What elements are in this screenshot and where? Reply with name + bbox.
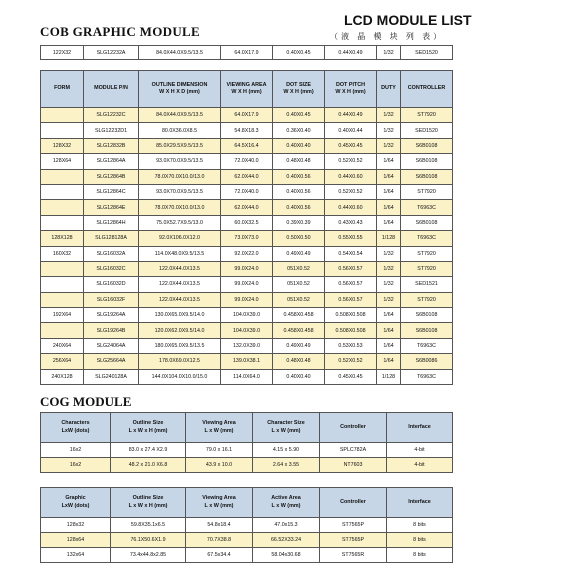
table-row: [41, 231, 453, 246]
column-header-line2: L x W x H (mm): [128, 502, 168, 509]
table-cell-outline: 120.0X62.0X9.5/14.0: [139, 323, 221, 338]
table-row: [41, 354, 453, 369]
table-cell-pn: SLG16032D: [84, 277, 139, 292]
table-cell-pn: SLG12864B: [84, 169, 139, 184]
table-cell-ctrl: ST7920: [401, 292, 453, 307]
table-cell-view: 60.0X32.5: [221, 215, 273, 230]
column-header-line1: Interface: [408, 498, 431, 505]
table-cell-view: 114.0X64.0: [221, 369, 273, 384]
table-row: [41, 518, 453, 533]
table-cell-pn: SLG16032A: [84, 246, 139, 261]
table-cell-form: [41, 292, 84, 307]
table-row: [41, 215, 453, 230]
table-cell-outline: 78.0X70.0X10.0/13.0: [139, 169, 221, 184]
table-cell-duty: 1/64: [377, 323, 401, 338]
column-header-line1: Viewing Area: [202, 420, 236, 427]
outline-cell: 84.0X44.0X9.5/13.5: [139, 46, 221, 60]
table-cell-pitch: 0.52X0.52: [325, 354, 377, 369]
table-cell-pn: SLG12864E: [84, 200, 139, 215]
column-header-line1: FORM: [54, 85, 70, 92]
table-row: [41, 323, 453, 338]
table-cell-duty: 1/32: [377, 108, 401, 123]
table-cell-ctrl: SED1520: [401, 123, 453, 138]
table-cell: 67.5x34.4: [186, 548, 253, 563]
table-cell-pn: SLG12864H: [84, 215, 139, 230]
column-header: [41, 413, 111, 443]
column-header-line1: CONTROLLER: [407, 85, 446, 92]
table-cell-dot: 0.40X0.40: [273, 369, 325, 384]
table-cell-duty: 1/64: [377, 184, 401, 199]
table-cell-outline: 130.0X65.0X9.5/14.0: [139, 308, 221, 323]
table-cell: 2.64 x 3.55: [253, 458, 320, 473]
table-cell-dot: 0.40X0.56: [273, 184, 325, 199]
table-cell-pn: SLG12864C: [84, 184, 139, 199]
table-cell-dot: 0.458X0.458: [273, 323, 325, 338]
table-cell-ctrl: ST7920: [401, 261, 453, 276]
table-cell-dot: 0.49X0.49: [273, 338, 325, 353]
table-cell-view: 73.0X73.0: [221, 231, 273, 246]
table-cell-view: 54.8X18.3: [221, 123, 273, 138]
column-header: [273, 71, 325, 108]
table-cell-ctrl: T6963C: [401, 338, 453, 353]
table-cell-form: [41, 108, 84, 123]
column-header: [41, 71, 84, 108]
table-cell-view: 62.0X44.0: [221, 200, 273, 215]
table-row: [41, 138, 453, 153]
column-header-line1: Graphic: [65, 495, 86, 502]
cog-character-table: [40, 412, 453, 473]
table-cell-ctrl: T6963C: [401, 369, 453, 384]
table-cell-pitch: 0.55X0.55: [325, 231, 377, 246]
table-cell-duty: 1/32: [377, 277, 401, 292]
table-cell-view: 99.0X24.0: [221, 292, 273, 307]
table-cell-dot: 051X0.52: [273, 277, 325, 292]
column-header: [377, 71, 401, 108]
dot-size-cell: 0.40X0.45: [273, 46, 325, 60]
column-header-line2: W X H X D (mm): [159, 89, 200, 95]
table-cell-dot: 0.36X0.40: [273, 123, 325, 138]
table-cell-pn: SLG25664A: [84, 354, 139, 369]
table-cell-pn: SLG12232D1: [84, 123, 139, 138]
table-cell: 43.9 x 10.0: [186, 458, 253, 473]
table-cell: 4.15 x 5.90: [253, 443, 320, 458]
table-row: [41, 200, 453, 215]
table-cell: 83.0 x 27.4 X2.9: [111, 443, 186, 458]
table-cell: 73.4x44.8x2.85: [111, 548, 186, 563]
table-cell-form: 240X64: [41, 338, 84, 353]
table-header-row: [41, 71, 453, 108]
table-cell: 128x64: [41, 533, 111, 548]
table-cell: ST7565P: [320, 533, 387, 548]
column-header-line2: W X H (mm): [335, 89, 366, 95]
cob-module-table: [40, 70, 453, 385]
table-cell-outline: 93.0X70.0X9.5/13.5: [139, 184, 221, 199]
table-cell-duty: 1/64: [377, 154, 401, 169]
column-header: [186, 488, 253, 518]
viewing-area-cell: 64.0X17.9: [221, 46, 273, 60]
column-header-line1: Viewing Area: [202, 495, 236, 502]
table-cell-dot: 0.49X0.49: [273, 246, 325, 261]
table-cell-ctrl: SED1521: [401, 277, 453, 292]
table-cell-duty: 1/32: [377, 246, 401, 261]
table-row: [41, 308, 453, 323]
table-cell-view: 62.0X44.0: [221, 169, 273, 184]
table-cell-form: 160X32: [41, 246, 84, 261]
table-cell-form: 128X64: [41, 154, 84, 169]
table-row: [41, 548, 453, 563]
table-cell-pn: SLG16032C: [84, 261, 139, 276]
table-cell-ctrl: T6963C: [401, 231, 453, 246]
table-cell-outline: 144.0X104.0X10.0/15.0: [139, 369, 221, 384]
table-cell-dot: 0.48X0.48: [273, 154, 325, 169]
column-header-line2: W X H (mm): [231, 89, 262, 95]
table-cell-ctrl: T6963C: [401, 200, 453, 215]
column-header-line1: OUTLINE DIMENSION: [151, 81, 208, 88]
table-cell-form: [41, 215, 84, 230]
table-header-row: [41, 413, 453, 443]
page-title: COB GRAPHIC MODULE: [40, 24, 200, 39]
column-header-line2: LxW (dots): [61, 427, 90, 434]
column-header-line1: Active Area: [271, 495, 301, 502]
column-header-line1: DUTY: [381, 85, 396, 92]
table-cell: 8 bits: [387, 518, 453, 533]
top-module-table: [40, 45, 453, 60]
column-header-line2: L x W (mm): [204, 502, 234, 509]
column-header-line2: L x W (mm): [271, 502, 301, 509]
table-cell-form: 128X128: [41, 231, 84, 246]
table-cell-outline: 78.0X70.0X10.0/13.0: [139, 200, 221, 215]
table-cell: 4-bit: [387, 458, 453, 473]
column-header-line1: Character Size: [267, 420, 305, 427]
column-header-line2: W X H (mm): [283, 89, 314, 95]
table-cell-pitch: 0.45X0.45: [325, 369, 377, 384]
table-cell-ctrl: S6B0108: [401, 308, 453, 323]
table-cell-pitch: 0.45X0.45: [325, 138, 377, 153]
table-cell-form: [41, 277, 84, 292]
column-header: [84, 71, 139, 108]
table-cell-pn: SLG128128A: [84, 231, 139, 246]
cog-graphic-table: [40, 487, 453, 563]
table-header-row: [41, 488, 453, 518]
column-header: [401, 71, 453, 108]
column-header-line1: Controller: [340, 423, 366, 430]
table-cell-duty: 1/128: [377, 369, 401, 384]
table-cell: 66.52X33.24: [253, 533, 320, 548]
table-cell: NT7603: [320, 458, 387, 473]
table-cell-outline: 93.0X70.0X9.5/13.5: [139, 154, 221, 169]
table-cell-duty: 1/32: [377, 138, 401, 153]
table-cell-pitch: 0.53X0.53: [325, 338, 377, 353]
table-cell-pn: SLG240128A: [84, 369, 139, 384]
table-cell-outline: 92.0X106.0X12.0: [139, 231, 221, 246]
table-cell: 79.0 x 16.1: [186, 443, 253, 458]
table-cell: ST7565R: [320, 548, 387, 563]
table-cell: 8 bits: [387, 533, 453, 548]
table-cell-form: [41, 184, 84, 199]
part-number-cell: SLG12232A: [84, 46, 139, 60]
table-cell-pitch: 0.508X0.508: [325, 308, 377, 323]
table-cell-duty: 1/64: [377, 308, 401, 323]
table-cell-ctrl: ST7920: [401, 108, 453, 123]
table-cell-dot: 0.40X0.45: [273, 108, 325, 123]
table-cell-form: 192X64: [41, 308, 84, 323]
list-subtitle: （液 晶 模 块 列 表）: [330, 32, 445, 41]
table-cell-dot: 0.39X0.39: [273, 215, 325, 230]
column-header-line1: DOT PITCH: [335, 81, 366, 88]
column-header-line1: Interface: [408, 423, 431, 430]
table-cell-dot: 0.40X0.40: [273, 138, 325, 153]
table-row: [41, 154, 453, 169]
table-cell-pitch: 0.43X0.43: [325, 215, 377, 230]
table-cell-pitch: 0.44X0.60: [325, 200, 377, 215]
table-cell-outline: 80.0X36.0X8.5: [139, 123, 221, 138]
table-cell-outline: 122.0X44.0X13.5: [139, 261, 221, 276]
table-cell-duty: 1/32: [377, 123, 401, 138]
table-cell-ctrl: S6B0086: [401, 354, 453, 369]
table-cell-view: 64.0X17.9: [221, 108, 273, 123]
table-cell-form: [41, 200, 84, 215]
table-cell-pitch: 0.52X0.52: [325, 154, 377, 169]
cog-section-title: COG MODULE: [40, 394, 132, 409]
table-cell-outline: 114.0X48.0X9.5/13.5: [139, 246, 221, 261]
table-cell-outline: 122.0X44.0X13.5: [139, 292, 221, 307]
table-cell-pitch: 0.56X0.57: [325, 277, 377, 292]
table-cell: 70.7X38.8: [186, 533, 253, 548]
table-cell: 48.2 x 21.0 X6.8: [111, 458, 186, 473]
table-row: [41, 246, 453, 261]
table-cell-view: 132.0X39.0: [221, 338, 273, 353]
table-cell-pn: SLG12832B: [84, 138, 139, 153]
column-header: [41, 488, 111, 518]
table-cell-form: [41, 123, 84, 138]
column-header: [387, 488, 453, 518]
table-cell-dot: 0.458X0.458: [273, 308, 325, 323]
table-cell-pn: SLG19264B: [84, 323, 139, 338]
table-cell: 16x2: [41, 443, 111, 458]
table-cell-ctrl: S6B0108: [401, 138, 453, 153]
column-header-line1: DOT SIZE: [286, 81, 311, 88]
table-row: [41, 46, 453, 60]
list-title: LCD MODULE LIST: [344, 12, 472, 28]
table-cell-view: 64.5X16.4: [221, 138, 273, 153]
table-cell-outline: 178.0X69.0X12.5: [139, 354, 221, 369]
table-cell: 58.04x30.68: [253, 548, 320, 563]
table-cell-duty: 1/64: [377, 200, 401, 215]
table-cell-pitch: 0.56X0.57: [325, 261, 377, 276]
table-cell-form: 240X128: [41, 369, 84, 384]
table-cell-pitch: 0.54X0.54: [325, 246, 377, 261]
table-cell-form: [41, 261, 84, 276]
column-header: [387, 413, 453, 443]
table-cell: ST7565P: [320, 518, 387, 533]
table-cell-dot: 0.50X0.50: [273, 231, 325, 246]
column-header-line1: Outline Size: [132, 495, 164, 502]
dot-pitch-cell: 0.44X0.49: [325, 46, 377, 60]
column-header-line1: VIEWING AREA: [226, 81, 267, 88]
table-row: [41, 443, 453, 458]
column-header-line2: LxW (dots): [61, 502, 90, 509]
column-header: [325, 71, 377, 108]
column-header: [111, 413, 186, 443]
table-row: [41, 458, 453, 473]
table-row: [41, 292, 453, 307]
table-row: [41, 169, 453, 184]
table-cell: 128x32: [41, 518, 111, 533]
table-row: [41, 533, 453, 548]
column-header-line1: Outline Size: [132, 420, 164, 427]
table-cell-view: 92.0X22.0: [221, 246, 273, 261]
table-cell-view: 104.0X39.0: [221, 308, 273, 323]
table-cell: 4-bit: [387, 443, 453, 458]
table-cell-duty: 1/64: [377, 215, 401, 230]
column-header-line1: Controller: [340, 498, 366, 505]
table-cell-dot: 0.40X0.56: [273, 169, 325, 184]
table-cell-pn: SLG12864A: [84, 154, 139, 169]
table-cell-pitch: 0.52X0.52: [325, 184, 377, 199]
table-cell-view: 104.0X39.0: [221, 323, 273, 338]
table-cell: 132x64: [41, 548, 111, 563]
table-cell-outline: 85.0X29.5X9.5/13.5: [139, 138, 221, 153]
form-cell: 122X32: [41, 46, 84, 60]
table-cell-duty: 1/32: [377, 292, 401, 307]
table-cell-dot: 0.48X0.48: [273, 354, 325, 369]
column-header: [186, 413, 253, 443]
table-cell-view: 139.0X38.1: [221, 354, 273, 369]
column-header: [139, 71, 221, 108]
table-cell-pn: SLG19264A: [84, 308, 139, 323]
table-row: [41, 261, 453, 276]
table-cell-pitch: 0.508X0.508: [325, 323, 377, 338]
table-cell-outline: 75.0X52.7X9.5/13.0: [139, 215, 221, 230]
table-cell-duty: 1/128: [377, 231, 401, 246]
column-header: [320, 488, 387, 518]
table-cell-ctrl: S6B0108: [401, 154, 453, 169]
column-header-line2: L x W (mm): [271, 427, 301, 434]
table-cell-view: 99.0X24.0: [221, 277, 273, 292]
column-header: [320, 413, 387, 443]
column-header: [221, 71, 273, 108]
table-cell: 16x2: [41, 458, 111, 473]
table-cell-dot: 051X0.52: [273, 261, 325, 276]
table-cell: SPLC782A: [320, 443, 387, 458]
table-cell-outline: 122.0X44.0X13.5: [139, 277, 221, 292]
table-cell-view: 72.0X40.0: [221, 184, 273, 199]
table-cell-view: 72.0X40.0: [221, 154, 273, 169]
table-cell-view: 99.0X24.0: [221, 261, 273, 276]
table-cell-pitch: 0.44X0.60: [325, 169, 377, 184]
table-cell-ctrl: S6B0108: [401, 323, 453, 338]
column-header: [253, 488, 320, 518]
table-cell: 54.8x18.4: [186, 518, 253, 533]
column-header-line2: L x W (mm): [204, 427, 234, 434]
table-cell: 8 bits: [387, 548, 453, 563]
table-cell-duty: 1/32: [377, 261, 401, 276]
table-row: [41, 338, 453, 353]
table-cell-duty: 1/64: [377, 354, 401, 369]
table-cell-pitch: 0.44X0.49: [325, 108, 377, 123]
column-header-line1: MODULE P/N: [94, 85, 128, 92]
table-cell-form: [41, 169, 84, 184]
table-cell-outline: 180.0X65.0X9.5/13.5: [139, 338, 221, 353]
table-cell: 76.1X50.6X1.9: [111, 533, 186, 548]
table-cell-form: [41, 323, 84, 338]
table-cell-dot: 051X0.52: [273, 292, 325, 307]
table-cell: 59.8X35.1x6.5: [111, 518, 186, 533]
table-cell-ctrl: S6B0108: [401, 169, 453, 184]
table-cell-ctrl: S6B0108: [401, 215, 453, 230]
table-cell-ctrl: ST7920: [401, 184, 453, 199]
column-header-line2: L x W x H (mm): [128, 427, 168, 434]
table-row: [41, 369, 453, 384]
table-cell-form: 256X64: [41, 354, 84, 369]
table-cell-outline: 84.0X44.0X9.5/13.5: [139, 108, 221, 123]
table-cell-ctrl: ST7920: [401, 246, 453, 261]
table-row: [41, 108, 453, 123]
table-cell-pn: SLG16032F: [84, 292, 139, 307]
table-cell-duty: 1/64: [377, 338, 401, 353]
column-header: [253, 413, 320, 443]
table-cell-dot: 0.40X0.56: [273, 200, 325, 215]
table-row: [41, 123, 453, 138]
table-row: [41, 184, 453, 199]
table-cell-pn: SLG24064A: [84, 338, 139, 353]
duty-cell: 1/32: [377, 46, 401, 60]
table-cell-pitch: 0.40X0.44: [325, 123, 377, 138]
table-cell: 47.0x15.3: [253, 518, 320, 533]
table-cell-pitch: 0.56X0.57: [325, 292, 377, 307]
column-header: [111, 488, 186, 518]
column-header-line1: Characters: [61, 420, 90, 427]
table-cell-form: 128X32: [41, 138, 84, 153]
table-cell-pn: SLG12232C: [84, 108, 139, 123]
table-row: [41, 277, 453, 292]
table-cell-duty: 1/64: [377, 169, 401, 184]
controller-cell: SED1520: [401, 46, 453, 60]
